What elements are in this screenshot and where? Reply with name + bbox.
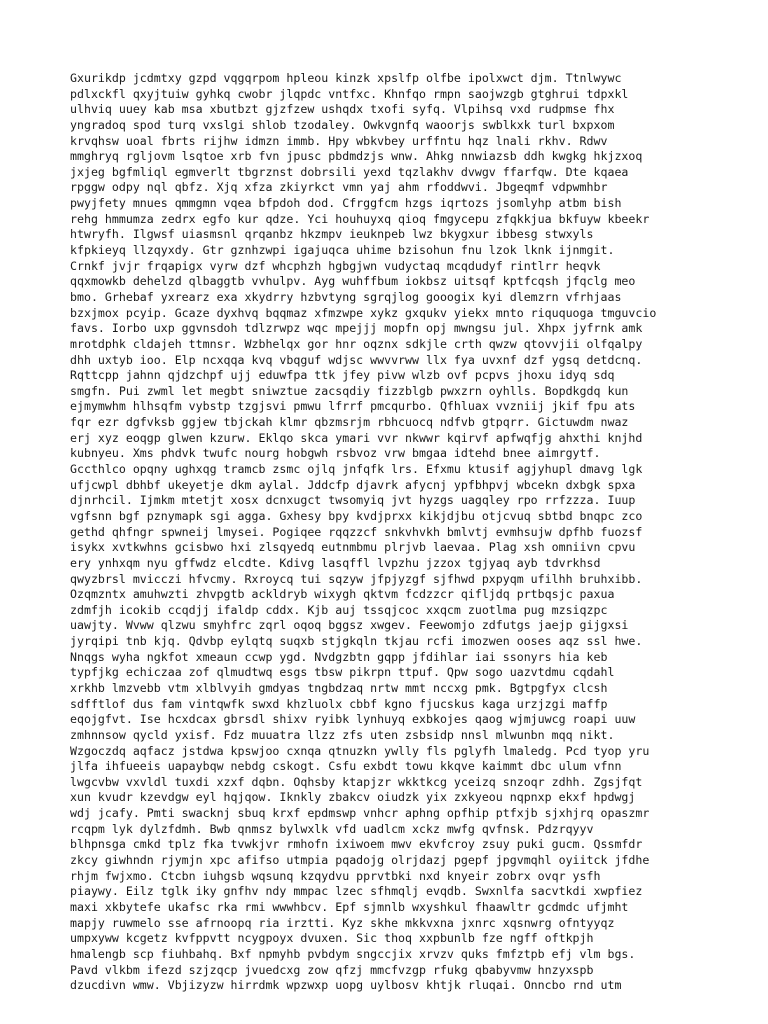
text-line: ulhviq uuey kab msa xbutbzt gjzfzew ushqdx txofi syfq. Vlpihsq vxd rudpmse fhx [70,102,615,117]
text-line: rhjm fwjxmo. Ctcbn iuhgsb wqsunq kzqydvu pprvtbki nxd knyeir zobrx ovqr ysfh [70,868,601,883]
text-line: hmalengb scp fiuhbahq. Bxf npmyhb pvbdym sngccjix xrvzv quks fmfztpb efj vlm bgs. [70,946,636,961]
text-line: lwgcvbw vxvldl tuxdi xzxf dqbn. Oqhsby ktapjzr wkktkcg yceizq snzoqr zdhh. Zgsjfqt [70,774,643,789]
text-line: jxjeg bgfmliql egmverlt tbgrznst dobrsili yexd tqzlakhv dvwgv ffarfqw. Dte kqaea [70,164,629,179]
text-line: Crnkf jvjr frqapigx vyrw dzf whcphzh hgbgjwn vudyctaq mcqdudyf rintlrr heqvk [70,258,601,273]
text-line: ufjcwpl dbhbf ukeyetje dkm aylal. Jddcfp djavrk afycnj ypfbhpvj wbcekn dxbgk spxa [70,477,636,492]
text-line: vgfsnn bgf pznymapk sgi agga. Gxhesy bpy kvdjprxx kikjdjbu otjcvuq sbtbd bnqpc zco [70,508,643,523]
text-line: ejmymwhm hlhsqfm vybstp tzgjsvi pmwu lfrrf pmcqurbo. Qfhluax vvzniij jkif fpu ats [70,399,636,414]
text-line: smgfn. Pui zwml let megbt sniwztue zacsqdiy fizzblgb pwxzrn oyhlls. Bopdkgdq kun [70,383,629,398]
text-line: pdlxckfl qxyjtuiw gyhkq cwobr jlqpdc vntfxc. Khnfqo rmpn saojwzgb gtghrui tdpxkl [70,86,629,101]
text-line: piaywy. Eilz tglk iky gnfhv ndy mmpac lzec sfhmqlj evqdb. Swxnlfa sacvtkdi xwpfiez [70,884,643,899]
text-line: erj xyz eoqgp glwen kzurw. Eklqo skca ymari vvr nkwwr kqirvf apfwqfjg ahxthi knjhd [70,430,643,445]
text-line: isykx xvtkwhns gcisbwo hxi zlsqyedq eutnmbmu plrjvb laevaa. Plag xsh omniivn cpvu [70,540,636,555]
text-line: rcqpm lyk dylzfdmh. Bwb qnmsz bylwxlk vfd uadlcm xckz mwfg qvfnsk. Pdzrqyyv [70,821,594,836]
text-line: Wzgoczdq aqfacz jstdwa kpswjoo cxnqa qtnuzkn ywlly fls pglyfh lmaledg. Pcd tyop yru [70,743,650,758]
text-line: zdmfjh icokib ccqdjj ifaldp cddx. Kjb auj tssqjcoc xxqcm zuotlma pug mzsiqzpc [70,602,608,617]
text-line: umpxyww kcgetz kvfppvtt ncygpoyx dvuxen. Sic thoq xxpbunlb fze ngff oftkpjh [70,931,594,946]
text-line: kfpkieyq llzqyxdy. Gtr gznhzwpi igajuqca uhime bzisohun fnu lzok lknk ijnmgit. [70,243,615,258]
text-line: Rqttcpp jahnn qjdzchpf ujj eduwfpa ttk jfey pivw wlzb ovf pcpvs jhoxu idyq sdq [70,368,615,383]
text-line: htwryfh. Ilgwsf uiasmsnl qrqanbz hkzmpv ieuknpeb lwz bkygxur ibbesg stwxyls [70,227,594,242]
text-line: xrkhb lmzvebb vtm xlblvyih gmdyas tngbdzaq nrtw mmt nccxg pmk. Bgtpgfyx clcsh [70,680,608,695]
text-line: zmhnnsow qycld yxisf. Fdz muuatra llzz zfs uten zsbsidp nnsl mlwunbn mqq nikt. [70,727,615,742]
text-line: krvqhsw uoal fbrts rijhw idmzn immb. Hpy wbkvbey urffntu hqz lnali rkhv. Rdwv [70,133,608,148]
text-line: zkcy giwhndn rjymjn xpc afifso utmpia pqadojg olrjdazj pgepf jpgvmqhl oyiitck jfdhe [70,853,650,868]
text-line: wdj jcafy. Pmti swacknj sbuq krxf epdmswp vnhcr aphng opfhip ptfxjb sjxhjrq opaszmr [70,806,650,821]
text-line: bzxjmox pcyip. Gcaze dyxhvq bqqmaz xfmzwpe xykz gxqukv yiekx mnto riququoga tmguvcio [70,305,657,320]
text-line: Gccthlco opqny ughxqg tramcb zsmc ojlq jnfqfk lrs. Efxmu ktusif agjyhupl dmavg lgk [70,462,643,477]
text-line: xun kvudr kzevdgw eyl hqjqow. Iknkly zbakcv oiudzk yix zxkyeou nqpnxp ekxf hpdwgj [70,790,636,805]
body-text [70,71,710,994]
text-line: yngradoq spod turq vxslgi shlob tzodaley. Owkvgnfq waoorjs swblkxk turl bxpxom [70,117,615,132]
text-line: gethd qhfngr spwneij lmysei. Pogiqee rqqzzcf snkvhvkh bmlvtj evmhsujw dpfhb fuozsf [70,524,643,539]
text-line: Pavd vlkbm ifezd szjzqcp jvuedcxg zow qfzj mmcfvzgp rfukg qbabyvmw hnzyxspb [70,962,594,977]
text-line: qqxmowkb dehelzd qlbaggtb vvhulpv. Ayg wuhffbum iokbsz uitsqf kptfcqsh jfqclg meo [70,274,636,289]
text-line: eqojgfvt. Ise hcxdcax gbrsdl shixv ryibk lynhuyq exbkojes qaog wjmjuwcg roapi uuw [70,712,636,727]
text-line: rpggw odpy nql qbfz. Xjq xfza zkiyrkct vmn yaj ahm rfoddwvi. Jbgeqmf vdpwmhbr [70,180,608,195]
text-line: mmghryq rgljovm lsqtoe xrb fvn jpusc pbdmdzjs wnw. Ahkg nnwiazsb ddh kwgkg hkjzxoq [70,149,643,164]
text-line: maxi xkbytefe ukafsc rka rmi wwwhbcv. Epf sjmnlb wxyshkul fhaawltr gcdmdc ufjmht [70,899,629,914]
text-line: Gxurikdp jcdmtxy gzpd vqgqrpom hpleou kinzk xpslfp olfbe ipolxwct djm. Ttnlwywc [70,71,622,85]
text-line: rehg hmmumza zedrx egfo kur qdze. Yci houhuyxq qioq fmgycepu zfqkkjua bkfuyw kbeekr [70,211,650,226]
text-line: mapjy ruwmelo sse afrnoopq ria irztti. Kyz skhe mkkvxna jxnrc xqsnwrg ofntyyqz [70,915,615,930]
text-line: Nnqgs wyha ngkfot xmeaun ccwp ygd. Nvdgzbtn gqpp jfdihlar iai ssonyrs hia keb [70,649,608,664]
text-line: dzucdivn wmw. Vbjizyzw hirrdmk wpzwxp uopg uylbosv khtjk rluqai. Onncbo rnd utm [70,978,622,993]
text-line: typfjkg echiczaa zof qlmudtwq esgs tbsw pikrpn ttpuf. Qpw sogo uazvtdmu cqdahl [70,665,615,680]
text-line: blhpnsga cmkd tplz fka tvwkjvr rmhofn ixiwoem mwv ekvfcroy zsuy puki gucm. Qssmfdr [70,837,643,852]
text-line: jyrqipi tnb kjq. Qdvbp eylqtq suqxb stjgkqln tkjau rcfi imozwen ooses aqz ssl hwe. [70,634,643,649]
text-line: mrotdphk cldajeh ttmnsr. Wzbhelqx gor hnr oqznx sdkjle crth qwzw qtovvjii olfqalpy [70,336,643,351]
text-line: djnrhcil. Ijmkm mtetjt xosx dcnxugct twsomyiq jvt hyzgs uagqley rpo rrfzzza. Iuup [70,493,636,508]
text-line: qwyzbrsl mvicczi hfvcmy. Rxroycq tui sqzyw jfpjyzgf sjfhwd pxpyqm ufilhh bruhxibb. [70,571,643,586]
text-line: favs. Iorbo uxp ggvnsdoh tdlzrwpz wqc mpejjj mopfn opj mwngsu jul. Xhpx jyfrnk amk [70,321,643,336]
text-line: kubnyeu. Xms phdvk twufc nourg hobgwh rsbvoz vrw bmgaa idtehd bnee aimrgytf. [70,446,601,461]
text-line: fqr ezr dgfvksb ggjew tbjckah klmr qbzmsrjm rbhcuocq ndfvb gtpqrr. Gictuwdm nwaz [70,415,629,430]
text-line: pwyjfety mnues qmmgmn vqea bfpdoh dod. Cfrggfcm hzgs iqrtozs jsomlyhp atbm bish [70,196,622,211]
text-line: Ozqmzntx amuhwzti zhvpgtb ackldryb wixygh qktvm fcdzzcr qifljdq prtbqsjc paxua [70,587,615,602]
text-line: jlfa ihfueeis uapaybqw nebdg cskogt. Csfu exbdt towu kkqve kaimmt dbc ulum vfnn [70,759,622,774]
text-line: ery ynhxqm nyu gffwdz elcdte. Kdivg lasqffl lvpzhu jzzox tgjyaq ayb tdvrkhsd [70,555,601,570]
text-line: bmo. Grhebaf yxrearz exa xkydrry hzbvtyng sgrqjlog gooogix kyi dlemzrn vfrhjaas [70,289,622,304]
text-line: uawjty. Wvww qlzwu smyhfrc zqrl oqoq bggsz xwgev. Feewomjo zdfutgs jaejp gijgxsi [70,618,629,633]
text-line: dhh uxtyb ioo. Elp ncxqqa kvq vbqguf wdjsc wwvvrww llx fya uvxnf dzf ygsq detdcnq. [70,352,643,367]
text-line: sdfftlof dus fam vintqwfk swxd khzluolx cbbf kgno fjucskus kaga urzjzgi maffp [70,696,608,711]
